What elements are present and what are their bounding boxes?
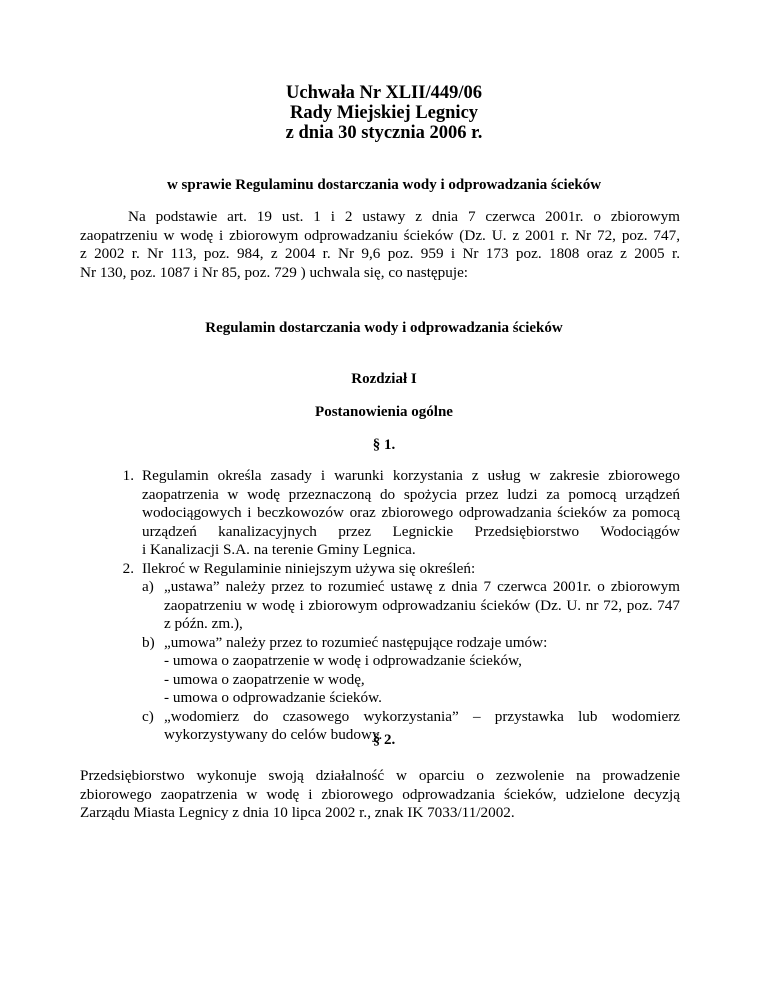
chapter-heading: Rozdział I <box>351 371 417 387</box>
sub-item-dash-line: - umowa o zaopatrzenie w wodę, <box>164 670 365 688</box>
sub-item <box>142 578 680 634</box>
section-2-line: zbiorowego zaopatrzenia w wodę i zbiorowego odprowadzania ścieków, udzielone decyzją <box>80 785 680 803</box>
list-item-number: 2. <box>122 559 134 577</box>
sub-item-line: „umowa” należy przez to rozumieć następujące rodzaje umów: <box>164 633 548 651</box>
list-item-line: wodociągowych i beczkowozów oraz zbiorowego odprowadzania ścieków za pomocą <box>142 504 680 521</box>
sub-item-letter: a) <box>142 578 154 595</box>
sub-item-dash-line: - umowa o odprowadzanie ścieków. <box>164 689 382 706</box>
preamble-line: Nr 130, poz. 1087 i Nr 85, poz. 729 ) uchwala się, co następuje: <box>80 263 469 281</box>
sub-item-line: z późn. zm.), <box>164 615 243 632</box>
section-1-heading: § 1. <box>372 437 396 453</box>
sub-item-letter: b) <box>142 633 155 651</box>
sub-item-line: zaopatrzeniu w wodę i zbiorowym odprowadzaniu ścieków (Dz. U. nr 72, poz. 747 <box>164 596 680 614</box>
list-item <box>104 467 680 560</box>
list-item-line: i Kanalizacji S.A. na terenie Gminy Legnica. <box>142 541 416 558</box>
title-line-date: z dnia 30 stycznia 2006 r. <box>285 123 483 143</box>
sub-item-dash-line: - umowa o zaopatrzenie w wodę i odprowadzanie ścieków, <box>164 652 522 669</box>
sub-item-line: „ustawa” należy przez to rozumieć ustawę z dnia 7 czerwca 2001r. o zbiorowym <box>164 578 680 595</box>
regulation-title: Regulamin dostarczania wody i odprowadzania ścieków <box>205 320 563 336</box>
preamble-line: Na podstawie art. 19 ust. 1 i 2 ustawy z dnia 7 czerwca 2001r. o zbiorowym <box>128 208 680 225</box>
chapter-title: Postanowienia ogólne <box>315 404 453 420</box>
preamble <box>80 208 680 282</box>
section-2-line: Zarządu Miasta Legnicy z dnia 10 lipca 2002 r., znak IK 7033/11/2002. <box>80 804 515 821</box>
section-2-heading: § 2. <box>372 732 396 748</box>
sub-item-line: „wodomierz do czasowego wykorzystania” – przystawka lub wodomierz <box>164 707 680 725</box>
list-item-line: zaopatrzenia w wodę przeznaczoną do spożycia przez ludzi za pomocą urządzeń <box>142 485 680 503</box>
title-line-council: Rady Miejskiej Legnicy <box>289 103 479 123</box>
preamble-line: z 2002 r. Nr 113, poz. 984, z 2004 r. Nr 9,6 poz. 959 i Nr 173 poz. 1808 oraz z 2005 r. <box>80 245 680 262</box>
title-line-number: Uchwała Nr XLII/449/06 <box>286 83 482 103</box>
resolution-title <box>0 83 768 143</box>
sub-item <box>142 634 680 708</box>
list-item <box>104 560 680 745</box>
list-item-line: urządzeń kanalizacyjnych przez Legnickie Przedsiębiorstwo Wodociągów <box>142 522 680 540</box>
sub-item-letter: c) <box>142 707 154 725</box>
sub-item-line: wykorzystywany do celów budowy. <box>164 726 383 743</box>
section-2-paragraph <box>80 767 680 823</box>
preamble-line: zaopatrzeniu w wodę i zbiorowym odprowadzaniu ścieków (Dz. U. z 2001 r. Nr 72, poz. 747, <box>80 226 680 244</box>
list-item-line: Ilekroć w Regulaminie niniejszym używa się określeń: <box>142 559 476 577</box>
section-2-line: Przedsiębiorstwo wykonuje swoją działalność w oparciu o zezwolenie na prowadzenie <box>80 767 680 784</box>
resolution-subject: w sprawie Regulaminu dostarczania wody i odprowadzania ścieków <box>166 177 602 193</box>
list-item-number: 1. <box>122 467 134 484</box>
list-item-line: Regulamin określa zasady i warunki korzystania z usług w zakresie zbiorowego <box>142 467 680 484</box>
section-1-list <box>104 467 680 745</box>
